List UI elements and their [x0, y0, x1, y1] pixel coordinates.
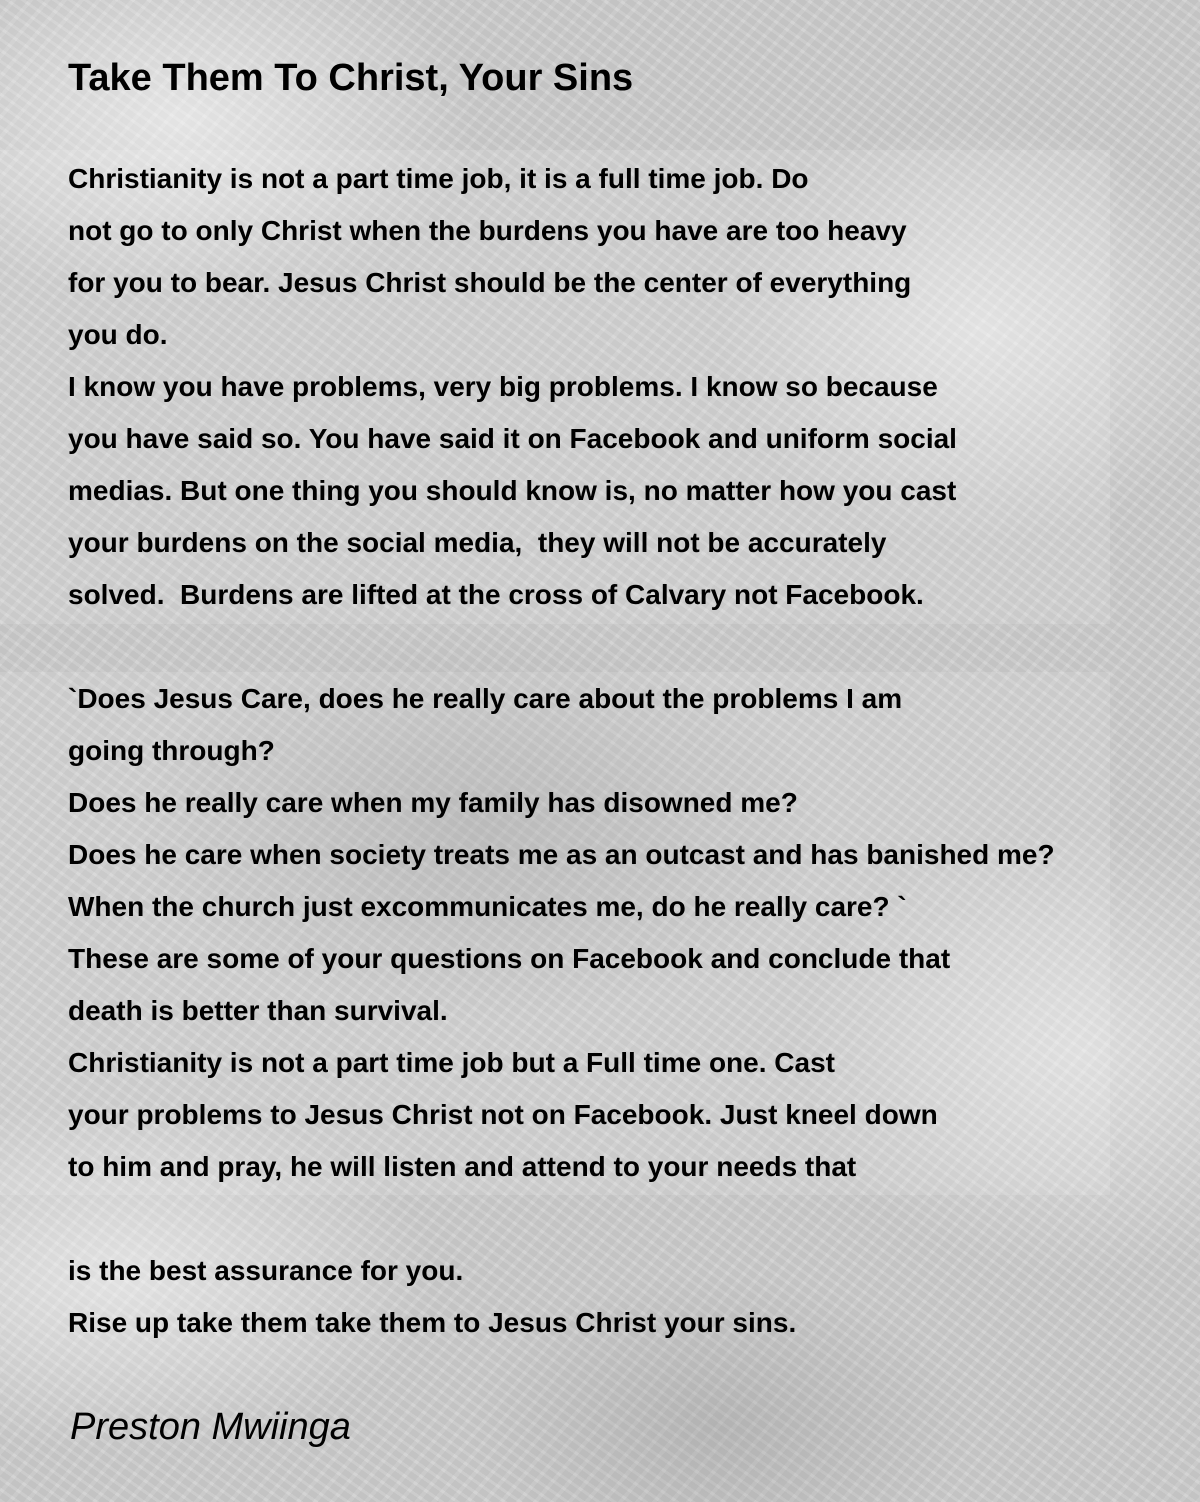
poem-line: These are some of your questions on Facebook and conclude that: [68, 943, 951, 974]
poem-line: solved. Burdens are lifted at the cross of Calvary not Facebook.: [68, 579, 924, 610]
poem-line: Does he care when society treats me as an outcast and has banished me?: [68, 839, 1055, 870]
poem-author: Preston Mwiinga: [70, 1406, 351, 1448]
poem-line: your burdens on the social media, they will not be accurately: [68, 527, 887, 558]
poem-line: is the best assurance for you.: [68, 1255, 464, 1286]
poem-line: death is better than survival.: [68, 995, 448, 1026]
poem-line: Christianity is not a part time job, it is a full time job. Do: [68, 163, 809, 194]
stanza-break: [68, 1193, 1055, 1245]
poem-body: [68, 153, 1055, 1349]
poem-line: Does he really care when my family has disowned me?: [68, 787, 798, 818]
poem-line: Rise up take them take them to Jesus Christ your sins.: [68, 1307, 797, 1338]
poem-line: I know you have problems, very big problems. I know so because: [68, 371, 938, 402]
poem-line: you do.: [68, 319, 168, 350]
stanza-break: [68, 621, 1055, 673]
poem-line: for you to bear. Jesus Christ should be the center of everything: [68, 267, 912, 298]
poem-title: Take Them To Christ, Your Sins: [68, 57, 634, 99]
poem-line: Christianity is not a part time job but a Full time one. Cast: [68, 1047, 835, 1078]
poem-line: When the church just excommunicates me, do he really care? `: [68, 891, 907, 922]
poem-line: to him and pray, he will listen and attend to your needs that: [68, 1151, 857, 1182]
poem-line: medias. But one thing you should know is, no matter how you cast: [68, 475, 957, 506]
poem-line: you have said so. You have said it on Facebook and uniform social: [68, 423, 957, 454]
poem-line: your problems to Jesus Christ not on Facebook. Just kneel down: [68, 1099, 938, 1130]
poem-line: not go to only Christ when the burdens you have are too heavy: [68, 215, 907, 246]
poem-line: going through?: [68, 735, 275, 766]
poem-line: `Does Jesus Care, does he really care about the problems I am: [68, 683, 903, 714]
